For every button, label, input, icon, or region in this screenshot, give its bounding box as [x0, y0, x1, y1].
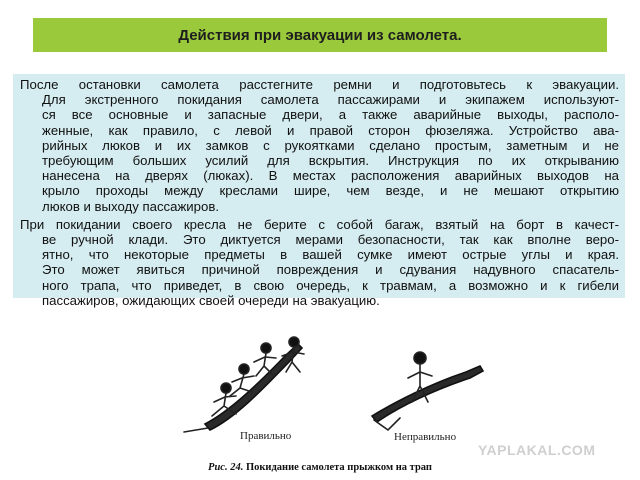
text-line: рийных люков и их замков с рукоятками сделано простым, заметным и не: [42, 137, 619, 153]
text-line: пассажиров, ожидающих своей очереди на эвакуацию.: [42, 292, 380, 308]
text-line: ве ручной клади. Это диктуется мерами безопасности, так как вполне веро-: [42, 232, 619, 248]
text-line: требующим больших усилий для вскрытия. Инструкция по их открыванию: [42, 153, 619, 169]
text-line: крыло проходы между креслами шире, чем везде, и не мешают открытию: [42, 183, 619, 199]
text-line: нанесена на дверях (люках). В местах расположения аварийных выходов на: [42, 168, 619, 184]
label-correct: Правильно: [240, 430, 292, 442]
slide-title: Действия при эвакуации из самолета.: [178, 26, 462, 44]
text-line: Это может явиться причиной повреждения и сдувания надувного спасатель-: [42, 262, 619, 278]
text-line: ятно, что некоторые предметы в вашей сумке имеют острые углы и края.: [42, 247, 619, 263]
text-line: женные, как правило, с левой и правой сторон фюзеляжа. Устройство ава-: [42, 122, 619, 138]
paragraph-2: [20, 217, 619, 308]
text-line: люков и выходу пассажиров.: [42, 198, 219, 214]
text-line: ся все основные и запасные двери, а также аварийные выходы, располо-: [42, 107, 619, 123]
figure-caption: [0, 462, 640, 473]
label-incorrect: Неправильно: [394, 431, 457, 443]
incorrect-jump-drawing: [372, 352, 483, 430]
text-line: ного трапа, что приведет, в свою очередь, к травмам, а возможно и к гибели: [42, 277, 619, 293]
paragraph-1: [20, 77, 619, 214]
watermark: YAPLAKAL.COM: [478, 442, 596, 458]
text-line: При покидании своего кресла не берите с собой багаж, взятый на борт в качест-: [20, 216, 619, 232]
correct-jump-drawing: [184, 337, 304, 432]
figure-caption-text: Покидание самолета прыжком на трап: [245, 462, 432, 473]
text-panel: [13, 74, 625, 308]
title-bar: [33, 18, 607, 52]
figure-number: Рис. 24.: [208, 462, 244, 473]
text-line: После остановки самолета расстегните ремни и подготовьтесь к эвакуации.: [20, 77, 619, 92]
text-line: Для экстренного покидания самолета пассажирами и экипажем используют-: [42, 92, 619, 108]
